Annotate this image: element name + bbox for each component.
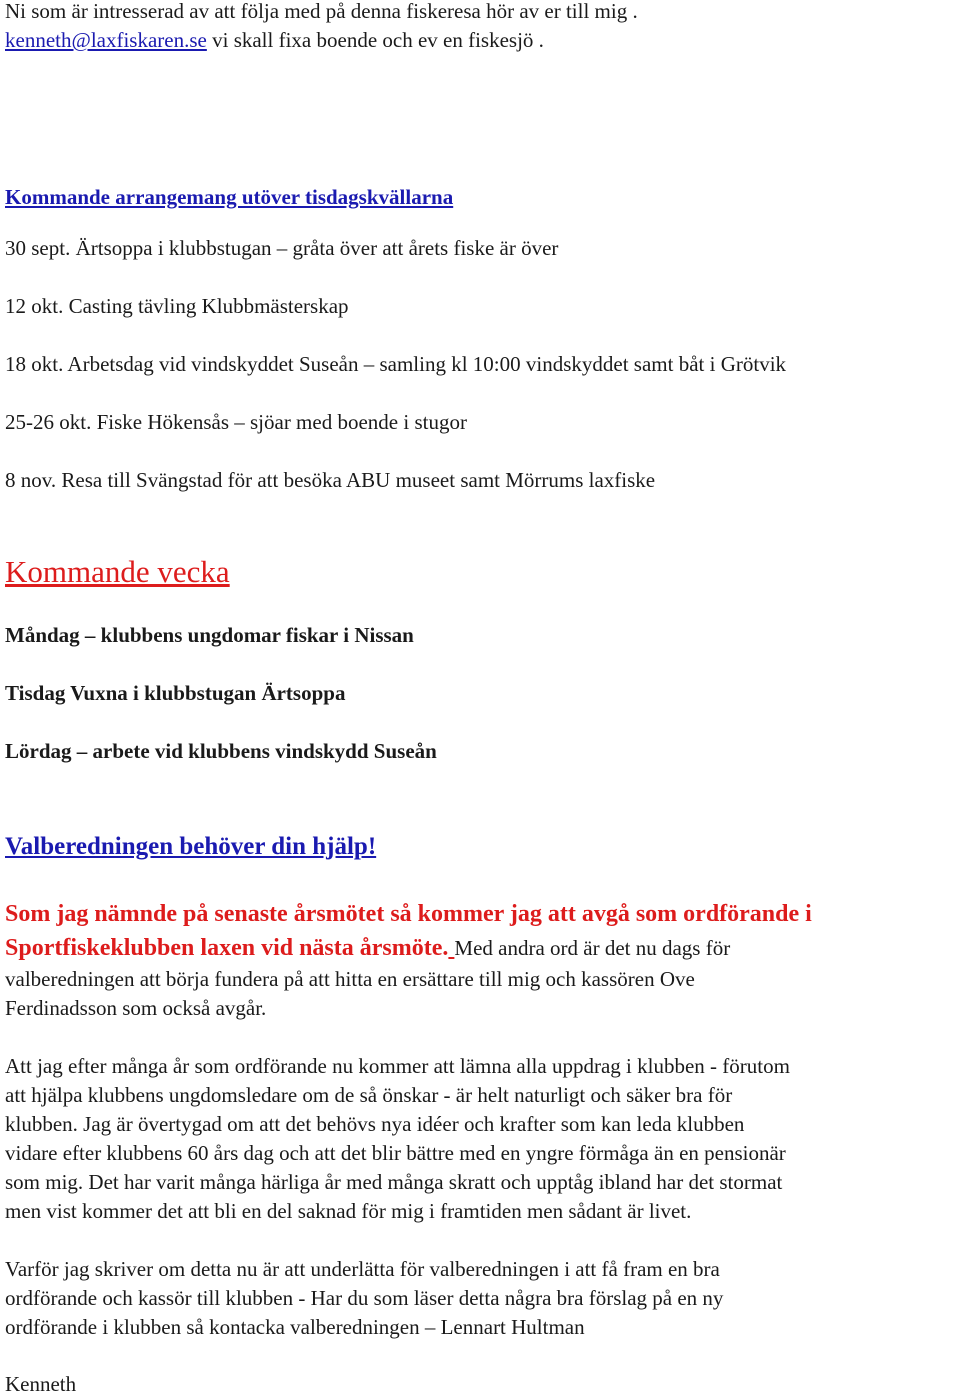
paragraph-1-line-3: Ferdinadsson som också avgår. [5,996,267,1020]
arrangements-heading: Kommande arrangemang utöver tisdagskvällarna [5,185,454,209]
red-statement-line-2 [5,932,730,964]
paragraph-2-line: klubben. Jag är övertygad om att det behövs nya idéer och krafter som kan leda klubben [5,1112,745,1136]
email-link[interactable]: kenneth@laxfiskaren.se [5,28,207,52]
signature: Kenneth [5,1372,77,1396]
paragraph-2-line: som mig. Det har varit många härliga år med många skratt och upptåg ibland har det stormat [5,1170,783,1194]
week-item: Tisdag Vuxna i klubbstugan Ärtsoppa [5,681,346,705]
paragraph-2-line: vidare efter klubbens 60 års dag och att det blir bättre med en yngre förmåga än en pensionär [5,1141,786,1165]
paragraph-2-line: Att jag efter många år som ordförande nu kommer att lämna alla uppdrag i klubben - förutom [5,1054,790,1078]
week-heading: Kommande vecka [5,554,230,589]
red-statement-line-1: Som jag nämnde på senaste årsmötet så kommer jag att avgå som ordförande i [5,901,812,927]
paragraph-2-line: att hjälpa klubbens ungdomsledare om de så önskar - är helt naturligt och säker bra för [5,1083,733,1107]
week-item: Måndag – klubbens ungdomar fiskar i Nissan [5,623,414,647]
valberedning-heading: Valberedningen behöver din hjälp! [5,833,377,860]
intro-line-1: Ni som är intresserad av att följa med på denna fiskeresa hör av er till mig . [5,0,638,23]
arrangement-item: 25-26 okt. Fiske Hökensås – sjöar med boende i stugor [5,410,467,434]
paragraph-2-line: men vist kommer det att bli en del saknad för mig i framtiden men sådant är livet. [5,1199,692,1223]
paragraph-3-line: Varför jag skriver om detta nu är att underlätta för valberedningen i att få fram en bra [5,1257,720,1281]
arrangement-item: 18 okt. Arbetsdag vid vindskyddet Suseån – samling kl 10:00 vindskyddet samt båt i Grötvik [5,352,787,376]
week-item: Lördag – arbete vid klubbens vindskydd Suseån [5,739,437,763]
arrangement-item: 30 sept. Ärtsoppa i klubbstugan – gråta över att årets fiske är över [5,236,559,260]
arrangement-item: 12 okt. Casting tävling Klubbmästerskap [5,294,349,318]
intro-line-2 [5,26,544,54]
paragraph-3-line: ordförande och kassör till klubben - Har du som läser detta några bra förslag på en ny [5,1286,724,1310]
red-statement-text: Sportfiskeklubben laxen vid nästa årsmöte. [5,935,449,961]
arrangement-item: 8 nov. Resa till Svängstad för att besöka ABU museet samt Mörrums laxfiske [5,468,656,492]
paragraph-3-line: ordförande i klubben så kontacka valberedningen – Lennart Hultman [5,1315,585,1339]
paragraph-1-line-1: Med andra ord är det nu dags för [454,936,731,960]
paragraph-1-line-2: valberedningen att börja fundera på att hitta en ersättare till mig och kassören Ove [5,967,695,991]
intro-line-2-rest: vi skall fixa boende och ev en fiskesjö . [206,28,544,52]
